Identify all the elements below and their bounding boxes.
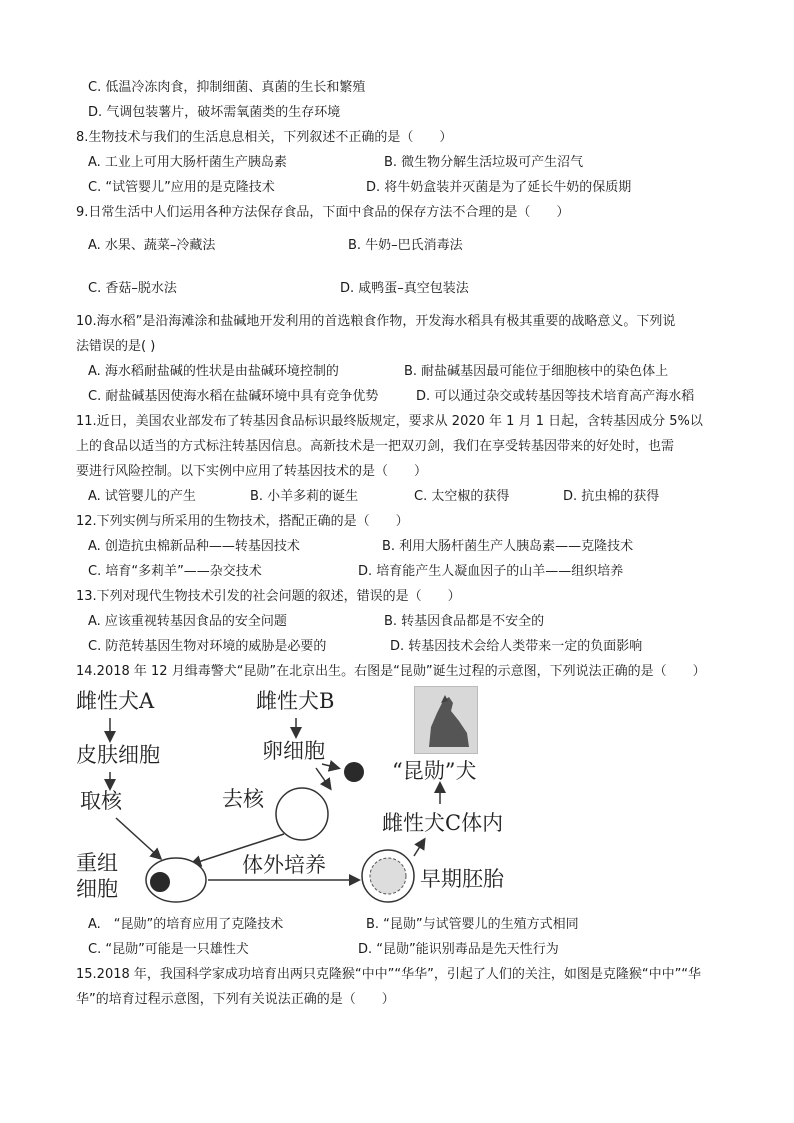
q11-stem-line2: 上的食品以适当的方式标注转基因信息。高新技术是一把双刃剑，我们在享受转基因带来的好处时，也需	[76, 439, 675, 454]
q11-option-c: C. 太空椒的获得	[414, 489, 510, 504]
label-result-dog: “昆勋”犬	[392, 759, 477, 783]
q15-stem-line2: 华”的培育过程示意图，下列有关说法正确的是（ ）	[76, 992, 395, 1007]
q12-option-a: A. 创造抗虫棉新品种——转基因技术	[88, 539, 300, 554]
q15-stem-line1: 15.2018 年，我国科学家成功培育出两只克隆猴“中中”“华华”，引起了人们的关注，如图是克隆猴“中中”“华	[76, 967, 702, 982]
q10-option-a: A. 海水稻耐盐碱的性状是由盐碱环境控制的	[88, 364, 339, 379]
q12-stem: 12.下列实例与所采用的生物技术，搭配正确的是（ ）	[76, 514, 409, 529]
dog-photo	[414, 686, 478, 754]
q14-option-a: A. “昆勋”的培育应用了克隆技术	[88, 917, 284, 932]
arrow-nucleus-to-recombined	[116, 818, 160, 858]
removed-nucleus-icon	[344, 762, 364, 782]
q11-stem-line1: 11.近日，美国农业部发布了转基因食品标识最终版规定，要求从 2020 年 1 月 1 日起，含转基因成分 5%以	[76, 414, 703, 429]
q7-option-d: D. 气调包装薯片，破坏需氧菌类的生存环境	[88, 105, 341, 120]
q10-stem-line2: 法错误的是( )	[76, 339, 156, 354]
enucleated-egg-icon	[276, 788, 328, 840]
q13-option-b: B. 转基因食品都是不安全的	[384, 614, 545, 629]
arrow-embryo-to-dog-c	[414, 840, 424, 856]
q9-option-c: C. 香菇–脱水法	[88, 281, 177, 296]
q10-option-d: D. 可以通过杂交或转基因等技术培育高产海水稻	[416, 389, 695, 404]
q12-option-b: B. 利用大肠杆菌生产人胰岛素——克隆技术	[382, 539, 634, 554]
label-skin-cell: 皮肤细胞	[76, 743, 160, 767]
q10-option-b: B. 耐盐碱基因最可能位于细胞核中的染色体上	[404, 364, 669, 379]
arrow-nucleus-removed	[322, 764, 338, 768]
q11-stem-line3: 要进行风险控制。以下实例中应用了转基因技术的是（ ）	[76, 464, 428, 479]
label-dog-a: 雌性犬A	[76, 689, 155, 713]
q9-option-a: A. 水果、蔬菜–冷藏法	[88, 238, 216, 253]
recombined-nucleus-icon	[149, 871, 171, 893]
q8-option-d: D. 将牛奶盒装并灭菌是为了延长牛奶的保质期	[366, 180, 632, 195]
label-dog-c: 雌性犬C体内	[382, 811, 504, 835]
q8-option-b: B. 微生物分解生活垃圾可产生沼气	[384, 155, 584, 170]
arrow-egg-to-enucleated	[316, 768, 330, 788]
label-take-nucleus: 取核	[80, 789, 122, 813]
label-in-vitro-culture: 体外培养	[242, 853, 326, 877]
label-recombined-2: 细胞	[76, 877, 118, 901]
q13-stem: 13.下列对现代生物技术引发的社会问题的叙述，错误的是（ ）	[76, 589, 461, 604]
q10-option-c: C. 耐盐碱基因使海水稻在盐碱环境中具有竞争优势	[88, 389, 379, 404]
embryo-inner-icon	[370, 858, 406, 894]
q9-option-b: B. 牛奶–巴氏消毒法	[348, 238, 463, 253]
label-early-embryo: 早期胚胎	[420, 867, 504, 891]
q11-option-b: B. 小羊多莉的诞生	[250, 489, 359, 504]
q11-option-a: A. 试管婴儿的产生	[88, 489, 196, 504]
label-egg-cell: 卵细胞	[262, 739, 325, 763]
label-remove-nucleus: 去核	[222, 787, 264, 811]
label-recombined-1: 重组	[76, 851, 118, 875]
q13-option-c: C. 防范转基因生物对环境的威胁是必要的	[88, 639, 327, 654]
q8-stem: 8.生物技术与我们的生活息息相关，下列叙述不正确的是（ ）	[76, 130, 453, 145]
q13-option-a: A. 应该重视转基因食品的安全问题	[88, 614, 287, 629]
label-dog-b: 雌性犬B	[256, 689, 335, 713]
dog-silhouette-icon	[415, 687, 477, 753]
q8-option-a: A. 工业上可用大肠杆菌生产胰岛素	[88, 155, 287, 170]
q11-option-d: D. 抗虫棉的获得	[563, 489, 660, 504]
q14-option-c: C. “昆勋”可能是一只雄性犬	[88, 942, 249, 957]
q12-option-c: C. 培育“多莉羊”——杂交技术	[88, 564, 262, 579]
q8-option-c: C. “试管婴儿”应用的是克隆技术	[88, 180, 275, 195]
q13-option-d: D. 转基因技术会给人类带来一定的负面影响	[390, 639, 643, 654]
q7-option-c: C. 低温冷冻肉食，抑制细菌、真菌的生长和繁殖	[88, 80, 366, 95]
q10-stem-line1: 10.海水稻”是沿海滩涂和盐碱地开发利用的首选粮食作物，开发海水稻具有极其重要的战略意义。下列说	[76, 314, 676, 329]
q12-option-d: D. 培育能产生人凝血因子的山羊——组织培养	[358, 564, 624, 579]
q14-stem: 14.2018 年 12 月缉毒警犬“昆勋”在北京出生。右图是“昆勋”诞生过程的示意图，下列说法正确的是（ ）	[76, 664, 706, 679]
q9-option-d: D. 咸鸭蛋–真空包装法	[340, 281, 469, 296]
q9-stem: 9.日常生活中人们运用各种方法保存食品，下面中食品的保存方法不合理的是（ ）	[76, 205, 570, 220]
q14-option-d: D. “昆勋”能识别毒品是先天性行为	[358, 942, 559, 957]
q14-option-b: B. “昆勋”与试管婴儿的生殖方式相同	[366, 917, 579, 932]
